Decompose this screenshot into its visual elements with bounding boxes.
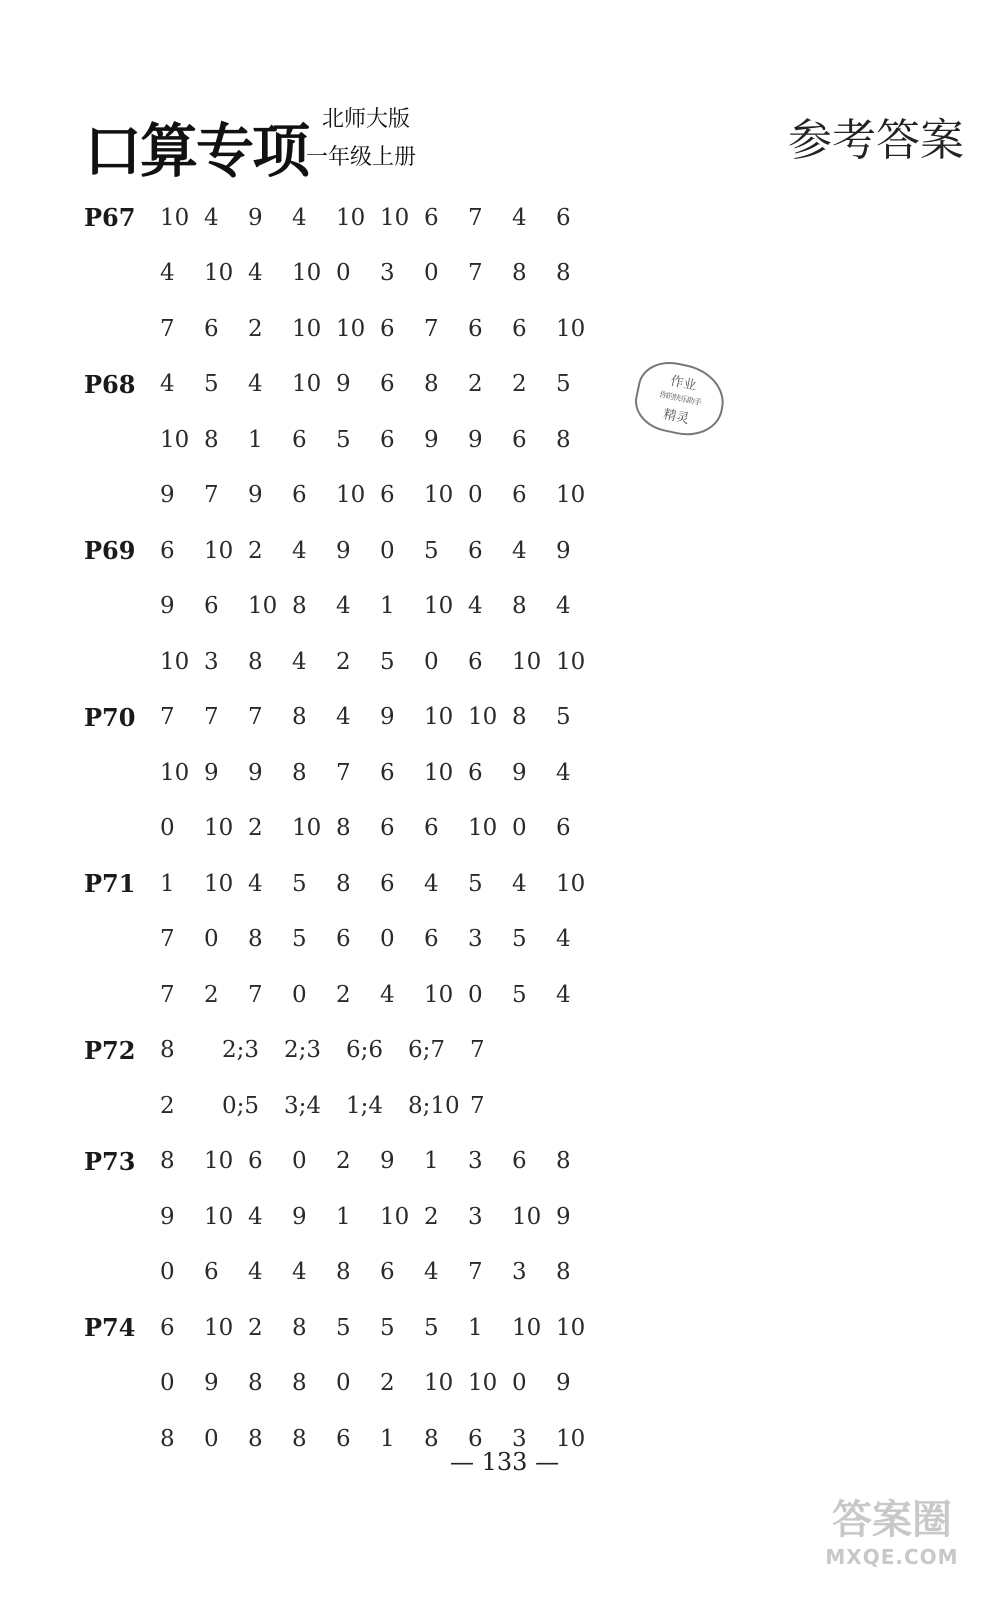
answer-value: 2 [248,1314,263,1341]
answer-row [84,1023,704,1079]
page-label: P72 [84,1035,136,1065]
answer-value: 0 [336,1370,351,1397]
answer-value: 4 [248,371,263,398]
answer-value: 10 [424,759,454,786]
answer-values [160,760,600,786]
answer-row [84,1356,704,1412]
answer-value: 2 [336,1148,351,1175]
answer-value: 9 [556,537,571,564]
answer-value: 6 [512,426,527,453]
answer-value: 6 [468,315,483,342]
answer-list [84,190,704,1467]
answer-value: 7 [160,926,175,953]
answer-value: 5 [556,371,571,398]
answer-row [84,468,704,524]
answer-value: 9 [556,1370,571,1397]
answer-value: 4 [160,371,175,398]
answer-values [160,1093,532,1119]
watermark-line-1: 答案圈 [832,1497,952,1543]
stamp-line-2: 你的快乐助手 [658,389,702,408]
answer-values [160,1315,600,1341]
answer-value: 10 [512,648,542,675]
answer-value: 2 [336,648,351,675]
answer-values [160,926,600,952]
answer-value: 6 [424,926,439,953]
answer-value: 5 [512,926,527,953]
answer-value: 3 [468,1148,483,1175]
answer-value: 10 [556,1314,586,1341]
answer-value: 6 [468,759,483,786]
answer-value: 7 [470,1037,485,1064]
answer-values [160,482,600,508]
page-label: P68 [84,369,136,399]
answer-value: 3 [512,1259,527,1286]
answer-section [84,690,704,857]
answer-value: 10 [424,981,454,1008]
answer-value: 9 [556,1203,571,1230]
answer-value: 4 [556,759,571,786]
answer-value: 10 [292,371,322,398]
answer-value: 5 [424,1314,439,1341]
answer-value: 4 [248,870,263,897]
answer-value: 6 [468,648,483,675]
answer-value: 4 [292,204,307,231]
answer-value: 8 [292,704,307,731]
answer-value: 10 [468,1370,498,1397]
answer-value: 10 [204,260,234,287]
answer-value: 0 [380,537,395,564]
answer-row [84,745,704,801]
answer-value: 8 [424,371,439,398]
answer-value: 2;3 [222,1037,260,1064]
answer-value: 9 [468,426,483,453]
answer-value: 4 [248,260,263,287]
answer-value: 10 [336,315,366,342]
answer-value: 6 [380,1259,395,1286]
answer-value: 8 [512,593,527,620]
answer-value: 1 [468,1314,483,1341]
answer-value: 4 [380,981,395,1008]
answer-value: 8 [160,1425,175,1452]
answer-value: 2 [248,537,263,564]
answer-values [160,593,600,619]
answer-value: 4 [292,1259,307,1286]
answer-value: 5 [292,870,307,897]
watermark-line-2: MXQE.COM [825,1545,959,1569]
answer-value: 6 [336,926,351,953]
answer-value: 10 [292,315,322,342]
answer-value: 7 [248,704,263,731]
answer-value: 6 [468,537,483,564]
answer-value: 10 [424,593,454,620]
answer-value: 6 [380,815,395,842]
answer-row [84,801,704,857]
answer-values [160,1204,600,1230]
answer-value: 6 [556,815,571,842]
answer-value: 8 [512,260,527,287]
answer-value: 6 [380,426,395,453]
answer-value: 5 [336,1314,351,1341]
answer-value: 8 [556,426,571,453]
answer-value: 0 [512,815,527,842]
answer-row [84,357,704,413]
answer-value: 6 [336,1425,351,1452]
answer-values [160,1370,600,1396]
answer-value: 10 [556,315,586,342]
answer-value: 10 [380,1203,410,1230]
answer-value: 6 [424,204,439,231]
answer-row [84,634,704,690]
answer-value: 10 [336,482,366,509]
edition-label: 北师大版 [322,107,411,132]
answer-value: 10 [468,815,498,842]
answer-value: 10 [204,815,234,842]
answer-value: 10 [248,593,278,620]
answer-value: 7 [468,1259,483,1286]
answer-row [84,856,704,912]
answer-row [84,523,704,579]
answer-value: 8 [556,1148,571,1175]
answer-section [84,856,704,1023]
answer-value: 8 [248,648,263,675]
answer-value: 4 [336,593,351,620]
answer-value: 3 [468,1203,483,1230]
answer-value: 8 [556,1259,571,1286]
answer-value: 10 [556,870,586,897]
answer-value: 6 [160,537,175,564]
answer-value: 9 [204,759,219,786]
answer-value: 0 [292,1148,307,1175]
answer-value: 10 [512,1314,542,1341]
answer-value: 4 [336,704,351,731]
answer-value: 2 [336,981,351,1008]
answer-value: 8 [248,926,263,953]
answer-value: 2;3 [284,1037,322,1064]
answer-value: 9 [292,1203,307,1230]
answer-value: 6 [160,1314,175,1341]
answer-value: 9 [336,371,351,398]
answer-value: 8 [292,1314,307,1341]
answer-value: 6;6 [346,1037,384,1064]
answer-value: 8 [336,815,351,842]
answer-value: 10 [292,260,322,287]
stamp-line-3: 精灵 [661,407,691,428]
answer-value: 0 [160,815,175,842]
answer-value: 1 [160,870,175,897]
answer-value: 10 [336,204,366,231]
answer-value: 10 [204,1148,234,1175]
answer-value: 4 [292,648,307,675]
answer-value: 8 [248,1425,263,1452]
answer-value: 10 [556,1425,586,1452]
answer-value: 8 [512,704,527,731]
answer-value: 3;4 [284,1092,322,1119]
answer-value: 6 [204,1259,219,1286]
answer-value: 9 [204,1370,219,1397]
answer-value: 7 [424,315,439,342]
answer-value: 2 [160,1092,175,1119]
answer-value: 4 [468,593,483,620]
answer-section [84,1300,704,1467]
answer-value: 4 [292,537,307,564]
answer-value: 0 [380,926,395,953]
answer-value: 10 [204,537,234,564]
answer-values [160,1148,600,1174]
answer-value: 10 [204,870,234,897]
answer-values [160,649,600,675]
answer-value: 8 [336,1259,351,1286]
answer-value: 8 [204,426,219,453]
answer-row [84,246,704,302]
answer-value: 0 [204,926,219,953]
answer-value: 8 [292,1370,307,1397]
answer-values [160,538,600,564]
answer-value: 9 [424,426,439,453]
answer-value: 6 [380,315,395,342]
answer-value: 7 [204,704,219,731]
answer-value: 6 [204,593,219,620]
answer-value: 5 [204,371,219,398]
answer-value: 7 [248,981,263,1008]
answer-value: 7 [160,315,175,342]
answer-value: 10 [160,204,190,231]
answer-value: 0;5 [222,1092,260,1119]
answer-value: 4 [556,926,571,953]
answer-section [84,357,704,524]
answer-value: 8 [292,593,307,620]
answer-value: 10 [424,704,454,731]
answer-value: 7 [204,482,219,509]
answer-value: 6 [512,482,527,509]
answer-section [84,1023,704,1134]
answer-value: 7 [468,260,483,287]
answer-row [84,301,704,357]
answer-value: 10 [204,1203,234,1230]
answer-value: 9 [160,482,175,509]
page-header [84,100,964,185]
answer-value: 4 [160,260,175,287]
answer-values [160,316,600,342]
answer-value: 0 [468,482,483,509]
answer-value: 8 [248,1370,263,1397]
answer-row [84,1300,704,1356]
answer-value: 8 [160,1037,175,1064]
book-title: 口算专项 [84,117,309,185]
answer-value: 10 [468,704,498,731]
answer-value: 3 [204,648,219,675]
answer-value: 10 [424,1370,454,1397]
answer-value: 3 [512,1425,527,1452]
answer-value: 10 [160,648,190,675]
answer-row [84,412,704,468]
answer-value: 4 [512,537,527,564]
answer-value: 2 [512,371,527,398]
answer-value: 2 [424,1203,439,1230]
answer-value: 8 [292,1425,307,1452]
answer-row [84,1078,704,1134]
answer-value: 4 [512,870,527,897]
page-label: P74 [84,1313,136,1343]
answer-value: 10 [160,426,190,453]
answer-value: 6 [380,870,395,897]
answers-title: 参考答案 [788,115,964,166]
answer-value: 4 [204,204,219,231]
answer-value: 6 [380,371,395,398]
answer-value: 9 [248,759,263,786]
answer-value: 0 [160,1259,175,1286]
answer-value: 1 [380,593,395,620]
answer-row [84,967,704,1023]
answer-values [160,1259,600,1285]
answer-value: 2 [468,371,483,398]
grade-label: 一年级上册 [306,145,417,170]
answer-value: 8 [292,759,307,786]
answer-value: 7 [470,1092,485,1119]
answer-value: 5 [336,426,351,453]
watermark [812,1488,972,1569]
answer-value: 10 [160,759,190,786]
page-number: — 133 — [450,1448,560,1476]
answer-values [160,205,600,231]
answer-value: 9 [380,704,395,731]
answer-value: 1;4 [346,1092,384,1119]
answer-value: 0 [160,1370,175,1397]
answer-value: 1 [248,426,263,453]
answer-value: 6 [380,482,395,509]
answer-value: 9 [248,482,263,509]
answer-values [160,982,600,1008]
answer-values [160,871,600,897]
answer-value: 10 [204,1314,234,1341]
answer-row [84,190,704,246]
answer-value: 0 [512,1370,527,1397]
answer-value: 8 [424,1425,439,1452]
answer-values [160,371,600,397]
answer-value: 5 [468,870,483,897]
answer-values [160,260,600,286]
answer-value: 6;7 [408,1037,446,1064]
answer-value: 4 [424,1259,439,1286]
answer-row [84,579,704,635]
answer-value: 10 [512,1203,542,1230]
answer-values [160,1037,532,1063]
answer-value: 0 [468,981,483,1008]
answer-value: 2 [248,815,263,842]
answer-value: 8 [556,260,571,287]
answer-value: 10 [292,815,322,842]
answer-value: 6 [292,426,307,453]
answer-value: 10 [424,482,454,509]
answer-value: 7 [160,981,175,1008]
answer-value: 5 [292,926,307,953]
answer-value: 6 [292,482,307,509]
answer-value: 1 [336,1203,351,1230]
answer-row [84,912,704,968]
answer-values [160,704,600,730]
answer-value: 4 [424,870,439,897]
answer-value: 10 [556,648,586,675]
answer-value: 10 [380,204,410,231]
answer-value: 5 [380,1314,395,1341]
answer-value: 0 [424,260,439,287]
answer-value: 0 [336,260,351,287]
answer-row [84,1411,704,1467]
answer-value: 8 [336,870,351,897]
answer-section [84,190,704,357]
answer-value: 7 [336,759,351,786]
answer-value: 3 [468,926,483,953]
stamp-line-1: 作业 [668,373,698,394]
answer-section [84,1134,704,1301]
answer-section [84,523,704,690]
answer-value: 3 [380,260,395,287]
page-label: P71 [84,869,136,899]
answer-value: 9 [512,759,527,786]
answer-value: 2 [380,1370,395,1397]
page-label: P67 [84,203,136,233]
answer-value: 9 [248,204,263,231]
answer-value: 5 [380,648,395,675]
answer-value: 6 [556,204,571,231]
answer-value: 4 [512,204,527,231]
answer-values [160,427,600,453]
answer-row [84,1134,704,1190]
answer-value: 9 [160,1203,175,1230]
answer-value: 9 [380,1148,395,1175]
answer-value: 9 [336,537,351,564]
answer-row [84,1245,704,1301]
answer-value: 7 [468,204,483,231]
answer-value: 6 [380,759,395,786]
answer-value: 6 [424,815,439,842]
answer-value: 10 [556,482,586,509]
answer-value: 0 [292,981,307,1008]
answer-value: 1 [380,1425,395,1452]
answer-value: 6 [248,1148,263,1175]
answer-value: 4 [556,593,571,620]
answer-row [84,690,704,746]
answer-values [160,815,600,841]
answer-value: 9 [160,593,175,620]
answer-value: 6 [468,1425,483,1452]
answer-value: 2 [204,981,219,1008]
answer-value: 5 [512,981,527,1008]
answer-value: 0 [424,648,439,675]
answer-value: 1 [424,1148,439,1175]
answer-value: 6 [512,1148,527,1175]
answer-value: 8 [160,1148,175,1175]
answer-value: 7 [160,704,175,731]
answer-value: 6 [204,315,219,342]
answer-value: 8;10 [408,1092,460,1119]
answer-value: 2 [248,315,263,342]
answer-value: 5 [424,537,439,564]
answer-value: 5 [556,704,571,731]
page-label: P73 [84,1146,136,1176]
answer-value: 4 [556,981,571,1008]
answer-value: 0 [204,1425,219,1452]
answer-value: 4 [248,1259,263,1286]
answer-value: 4 [248,1203,263,1230]
page-label: P70 [84,702,136,732]
answer-row [84,1189,704,1245]
answer-value: 6 [512,315,527,342]
page-label: P69 [84,536,136,566]
